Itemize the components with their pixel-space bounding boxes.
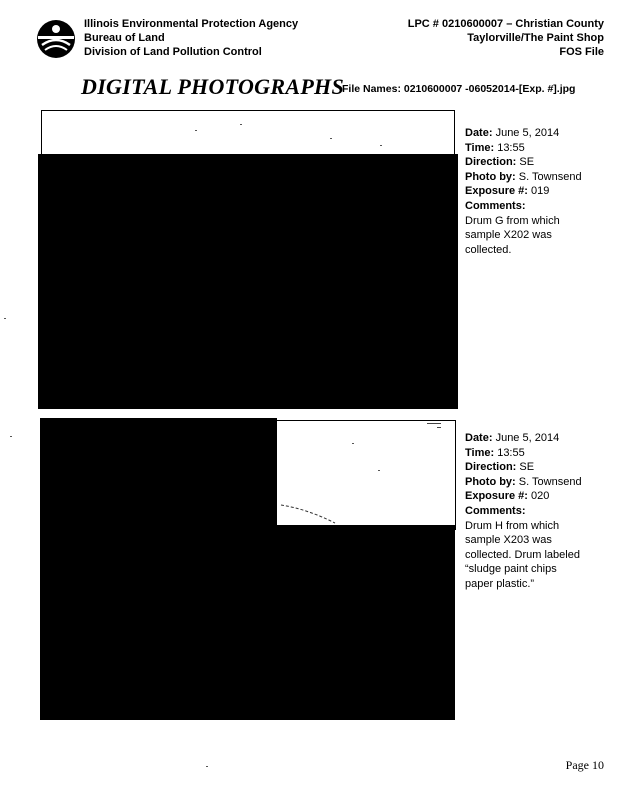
date-value: June 5, 2014 (492, 127, 560, 139)
time-label: Time: (465, 141, 495, 154)
division-name: Division of Land Pollution Control (84, 46, 262, 58)
site-block (408, 17, 604, 59)
photo-1-redaction (38, 154, 458, 409)
file-type: FOS File (559, 46, 604, 58)
photo-1-details (465, 126, 605, 257)
date-value: June 5, 2014 (492, 432, 560, 444)
date-label: Date: (465, 432, 493, 444)
site-name: Taylorville/The Paint Shop (467, 32, 604, 44)
comments-label: Comments: (465, 504, 526, 517)
photo-by-label: Photo by: (465, 170, 516, 183)
exposure-label: Exposure #: (465, 490, 528, 503)
photo-by-label: Photo by: (465, 475, 516, 488)
photo-by-value: S. Townsend (515, 170, 582, 183)
illinois-epa-logo-icon (36, 19, 76, 59)
file-names: File Names: 0210600007 -06052014-[Exp. #].jpg (342, 83, 576, 95)
lpc-number: LPC # 0210600007 – Christian County (407, 18, 604, 30)
agency-block (84, 17, 298, 59)
comments-label: Comments: (465, 199, 526, 212)
exposure-value: 019 (527, 185, 550, 198)
exposure-label: Exposure #: (465, 185, 528, 198)
time-value: 13:55 (494, 446, 525, 459)
page-number: Page 10 (565, 758, 604, 772)
date-label: Date: (465, 127, 493, 139)
photo-2-visible-fragment (277, 421, 453, 525)
agency-name: Illinois Environmental Protection Agency (84, 18, 299, 30)
direction-label: Direction: (465, 461, 517, 474)
time-label: Time: (465, 446, 495, 459)
photo-2-details (465, 431, 605, 592)
bureau-name: Bureau of Land (84, 32, 165, 44)
comments-text: Drum H from which sample X203 was collected. Drum labeled “sludge paint chips paper plastic.” (465, 519, 580, 590)
direction-label: Direction: (465, 156, 517, 169)
photo-by-value: S. Townsend (515, 475, 582, 488)
comments-text: Drum G from which sample X202 was collected. (465, 214, 560, 256)
photo-2-redaction-bottom (40, 525, 455, 720)
exposure-value: 020 (527, 490, 550, 503)
page-title: DIGITAL PHOTOGRAPHS (81, 74, 345, 99)
time-value: 13:55 (494, 141, 525, 154)
direction-value: SE (516, 156, 535, 169)
direction-value: SE (516, 461, 535, 474)
